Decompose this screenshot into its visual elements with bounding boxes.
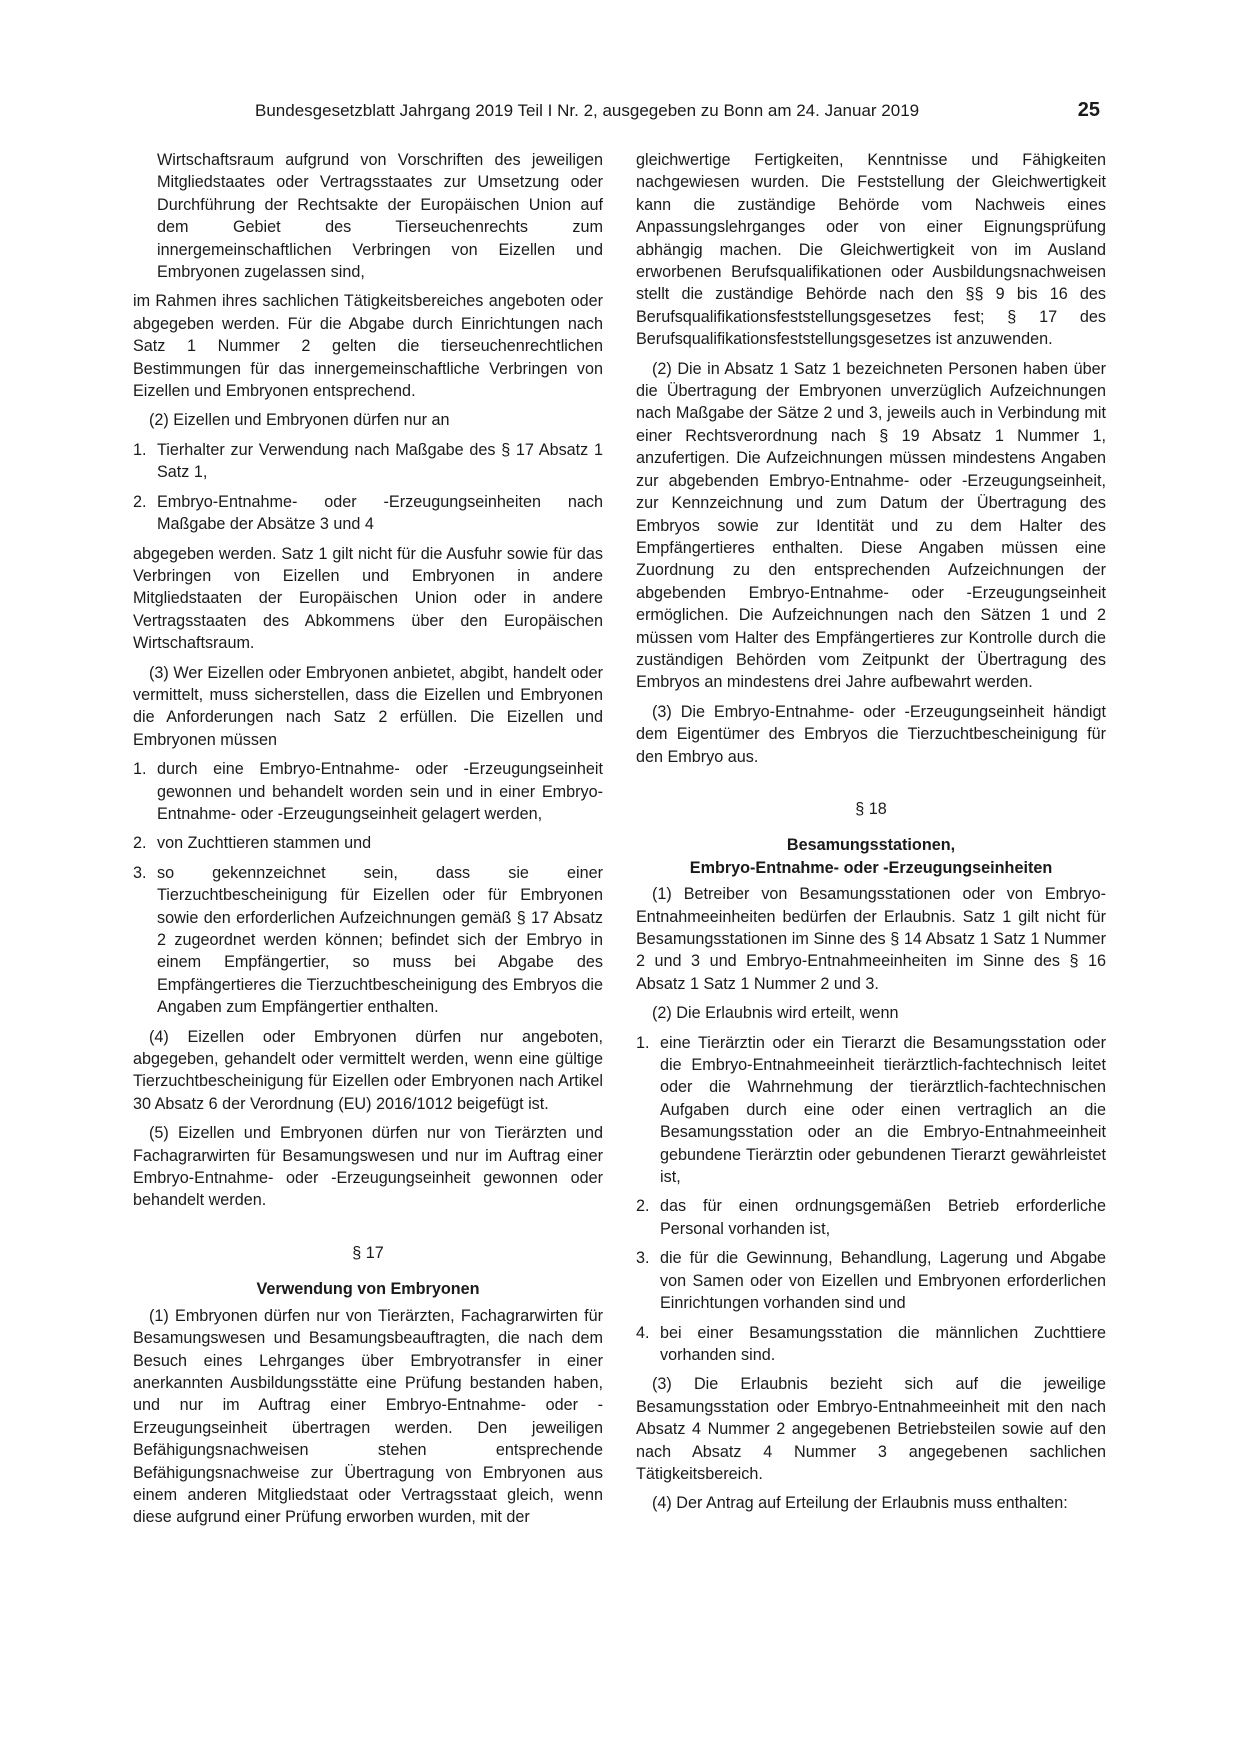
list-text: die für die Gewinnung, Behandlung, Lagerung und Abgabe von Samen oder von Eizellen und Embryonen erforderlichen Einrichtungen vorhanden sind und	[660, 1249, 1106, 1313]
page-number: 25	[1077, 99, 1100, 121]
paragraph: (1) Betreiber von Besamungsstationen oder von Embryo-Entnahmeeinheiten bedürfen der Erlaubnis. Satz 1 gilt nicht für Besamungsstationen im Sinne des § 14 Absatz 1 Satz 1 Nummer 2 und 3 und Embryo-Entnahmeeinheiten im Sinne des § 16 Absatz 1 Satz 1 Nummer 2 und 3.	[636, 885, 1106, 993]
list-text: bei einer Besamungsstation die männlichen Zuchttiere vorhanden sind.	[660, 1323, 1106, 1364]
list-text: Embryo-Entnahme- oder -Erzeugungseinheiten nach Maßgabe der Absätze 3 und 4	[157, 492, 603, 534]
paragraph: (3) Die Erlaubnis bezieht sich auf die jeweilige Besamungsstation oder Embryo-Entnahmeeinheit mit den nach Absatz 4 Nummer 2 angegebenen Betriebsteilen sowie auf den nach Absatz 4 Nummer 3 angegebenen sachlichen Tätigkeitsbereich.	[636, 1375, 1106, 1483]
paragraph: (2) Die in Absatz 1 Satz 1 bezeichneten Personen haben über die Übertragung der Embryonen unverzüglich Aufzeichnungen nach Maßgabe der Sätze 2 und 3, jeweils auch in Verbindung mit einer Rechtsverordnung nach § 19 Absatz 1 Nummer 1, anzufertigen. Die Aufzeichnungen müssen mindestens Angaben zur abgebenden Embryo-Entnahme- oder -Erzeugungseinheit, zur Kennzeichnung und zum Datum der Übertragung des Embryos sowie zur Identität und zu dem Halter des Empfängertieres enthalten. Diese Angaben müssen eine Zuordnung zu den entsprechenden Aufzeichnungen der abgebenden Embryo-Entnahme- oder -Erzeugungseinheit ermöglichen. Die Aufzeichnungen nach den Sätzen 1 und 2 müssen vom Halter des Empfängertieres zur Kontrolle durch die zuständigen Behörden vom Zeitpunkt der Übertragung des Embryos an mindestens drei Jahre aufbewahrt werden.	[636, 359, 1106, 692]
list-item	[133, 862, 603, 1019]
list-text: durch eine Embryo-Entnahme- oder -Erzeugungseinheit gewonnen und behandelt worden sein und in einer Embryo-Entnahme- oder -Erzeugungseinheit gelagert werden,	[157, 760, 603, 823]
section-heading: Verwendung von Embryonen	[256, 1280, 480, 1299]
section-number: § 18	[855, 799, 887, 818]
list-number: 4.	[636, 1323, 650, 1342]
list-number: 2.	[133, 492, 147, 511]
paragraph: (2) Die Erlaubnis wird erteilt, wenn	[652, 1004, 899, 1023]
list-number: 3.	[636, 1249, 650, 1268]
list-text: das für einen ordnungsgemäßen Betrieb erforderliche Personal vorhanden ist,	[660, 1197, 1106, 1238]
list-item	[636, 1195, 1106, 1240]
list-item	[636, 1322, 1106, 1367]
section-number: § 17	[352, 1243, 384, 1262]
list-number: 2.	[636, 1197, 650, 1216]
paragraph: (3) Die Embryo-Entnahme- oder -Erzeugungseinheit händigt dem Eigentümer des Embryos die Tierzuchtbescheinigung für den Embryo aus.	[636, 702, 1106, 766]
list-item	[133, 491, 603, 536]
list-text: Tierhalter zur Verwendung nach Maßgabe des § 17 Absatz 1 Satz 1,	[157, 440, 603, 482]
list-text: eine Tierärztin oder ein Tierarzt die Besamungsstation oder die Embryo-Entnahmeeinheit tierärztlich-fachtechnisch leitet oder die Wahrnehmung der tierärztlich-fachtechnischen Aufgaben durch eine oder einen vertraglich an die Besamungsstation oder an die Embryo-Entnahmeeinheit gebundene Tierärztin oder gebundenen Tierarzt gewährleistet ist,	[660, 1033, 1106, 1187]
paragraph: (3) Wer Eizellen oder Embryonen anbietet, abgibt, handelt oder vermittelt, muss sicherstellen, dass die Eizellen und Embryonen die Anforderungen nach Satz 2 erfüllen. Die Eizellen und Embryonen müssen	[133, 663, 603, 749]
paragraph: abgegeben werden. Satz 1 gilt nicht für die Ausfuhr sowie für das Verbringen von Eizellen und Embryonen in andere Mitgliedstaaten der Europäischen Union oder in andere Vertragsstaaten des Abkommens über den Europäischen Wirtschaftsraum.	[133, 544, 603, 653]
list-item	[636, 1032, 1106, 1189]
section-heading: Embryo-Entnahme- oder -Erzeugungseinheiten	[689, 858, 1053, 877]
paragraph: im Rahmen ihres sachlichen Tätigkeitsbereiches angeboten oder abgegeben werden. Für die Abgabe durch Einrichtungen nach Satz 1 Nummer 2 gelten die tierseuchenrechtlichen Bestimmungen für das innergemeinschaftliche Verbringen von Eizellen und Embryonen entsprechend.	[133, 292, 603, 401]
paragraph: (2) Eizellen und Embryonen dürfen nur an	[149, 411, 450, 430]
paragraph: (4) Eizellen oder Embryonen dürfen nur angeboten, abgegeben, gehandelt oder vermittelt werden, wenn eine gültige Tierzuchtbescheinigung für Eizellen oder Embryonen nach Artikel 30 Absatz 6 der Verordnung (EU) 2016/1012 beigefügt ist.	[133, 1027, 603, 1113]
paragraph: Wirtschaftsraum aufgrund von Vorschriften des jeweiligen Mitgliedstaates oder Vertragsstaates zur Umsetzung oder Durchführung der Rechtsakte der Europäischen Union auf dem Gebiet des Tierseuchenrechts zum innergemeinschaftlichen Verbringen von Eizellen und Embryonen zugelassen sind,	[157, 151, 603, 282]
header-title: Bundesgesetzblatt Jahrgang 2019 Teil I Nr. 2, ausgegeben zu Bonn am 24. Januar 2019	[255, 101, 920, 120]
paragraph: gleichwertige Fertigkeiten, Kenntnisse und Fähigkeiten nachgewiesen wurden. Die Feststellung der Gleichwertigkeit kann die zuständige Behörde vom Nachweis eines Anpassungslehrganges oder von einer Eignungsprüfung abhängig machen. Die Gleichwertigkeit von im Ausland erworbenen Berufsqualifikationen oder Ausbildungsnachweisen stellt die zuständige Behörde nach den §§ 9 bis 16 des Berufsqualifikationsfeststellungsgesetzes fest; § 17 des Berufsqualifikationsfeststellungsgesetzes ist anzuwenden.	[636, 151, 1106, 349]
page-header	[0, 100, 1241, 126]
list-text: von Zuchttieren stammen und	[157, 834, 372, 853]
paragraph: (1) Embryonen dürfen nur von Tierärzten, Fachagrarwirten für Besamungswesen und Besamungsbeauftragten, die nach dem Besuch eines Lehrganges über Embryotransfer in einer anerkannten Ausbildungsstätte eine Prüfung bestanden haben, und nur im Auftrag einer Embryo-Entnahme- oder -Erzeugungseinheit übertragen werden. Den jeweiligen Befähigungsnachweisen stehen entsprechende Befähigungsnachweise zur Übertragung von Embryonen aus einem anderen Mitgliedstaat oder Vertragsstaat gleich, wenn diese aufgrund einer Prüfung erworben wurden, mit der	[133, 1306, 603, 1527]
list-item	[133, 439, 603, 484]
section-heading: Besamungsstationen,	[786, 836, 956, 855]
list-number: 1.	[636, 1033, 650, 1052]
list-item	[133, 832, 603, 854]
list-text: so gekennzeichnet sein, dass sie einer Tierzuchtbescheinigung für Eizellen oder für Embryonen sowie den erforderlichen Aufzeichnungen gemäß § 17 Absatz 2 zugeordnet werden können; befindet sich der Embryo in einem Empfängertier, so muss bei Abgabe des Empfängertieres die Tierzuchtbescheinigung des Embryos die Angaben zum Empfängertier enthalten.	[157, 863, 603, 1017]
list-number: 1.	[133, 760, 147, 779]
list-number: 2.	[133, 834, 147, 853]
list-number: 3.	[133, 863, 147, 882]
paragraph: (4) Der Antrag auf Erteilung der Erlaubnis muss enthalten:	[652, 1494, 1068, 1513]
right-column	[636, 149, 1106, 1522]
paragraph: (5) Eizellen und Embryonen dürfen nur von Tierärzten und Fachagrarwirten für Besamungswesen und nur im Auftrag einer Embryo-Entnahme- oder -Erzeugungseinheit gewonnen oder behandelt werden.	[133, 1124, 603, 1210]
list-item	[636, 1247, 1106, 1314]
list-item	[133, 758, 603, 825]
list-number: 1.	[133, 440, 147, 459]
left-column	[133, 149, 603, 1536]
